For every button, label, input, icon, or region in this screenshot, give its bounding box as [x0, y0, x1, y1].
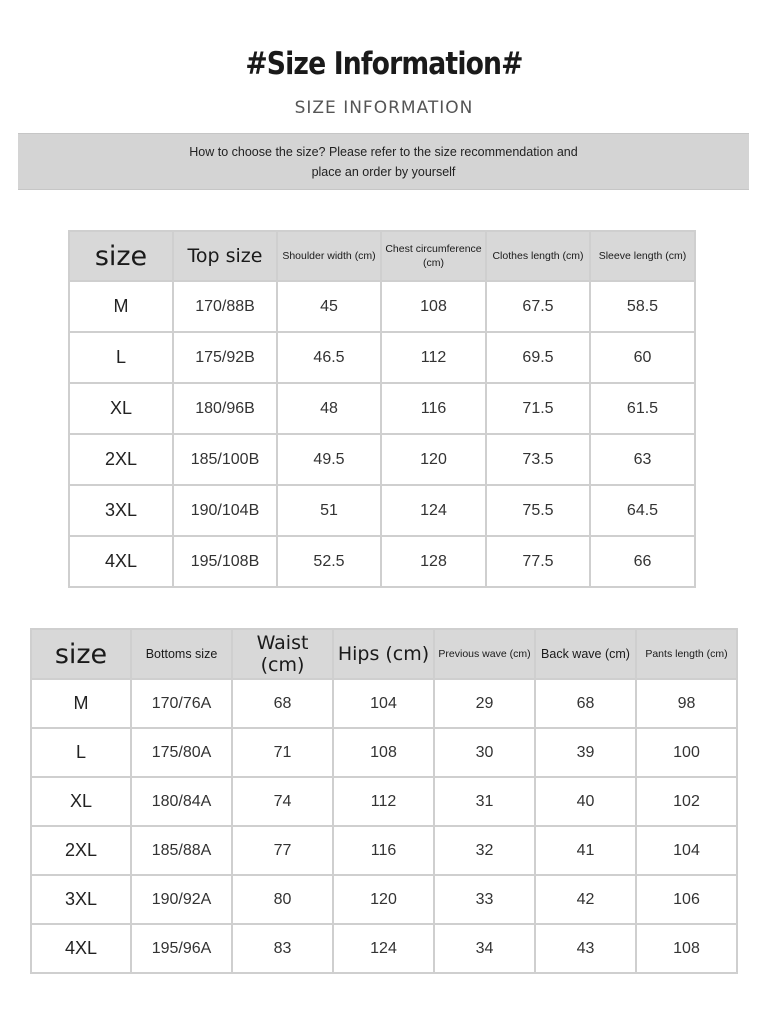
- table-cell: 41: [535, 826, 636, 875]
- size-label-cell: 3XL: [31, 875, 131, 924]
- page-subtitle: SIZE INFORMATION: [294, 98, 474, 118]
- size-label-cell: 4XL: [31, 924, 131, 973]
- table-cell: 52.5: [277, 536, 381, 587]
- table-row: [31, 728, 737, 777]
- table-cell: 68: [232, 679, 333, 728]
- table-header-row: [31, 629, 737, 679]
- size-label-cell: M: [31, 679, 131, 728]
- column-header: Previous wave (cm): [434, 629, 535, 679]
- table-cell: 34: [434, 924, 535, 973]
- table-cell: 98: [636, 679, 737, 728]
- table-cell: 185/100B: [173, 434, 277, 485]
- table-cell: 51: [277, 485, 381, 536]
- column-header: size: [31, 629, 131, 679]
- size-label-cell: 2XL: [31, 826, 131, 875]
- table-row: [31, 875, 737, 924]
- table-cell: 106: [636, 875, 737, 924]
- table-cell: 108: [636, 924, 737, 973]
- table-cell: 77.5: [486, 536, 590, 587]
- table-cell: 108: [381, 281, 486, 332]
- column-header: Bottoms size: [131, 629, 232, 679]
- size-label-cell: 2XL: [69, 434, 173, 485]
- table-cell: 48: [277, 383, 381, 434]
- table-cell: 180/96B: [173, 383, 277, 434]
- size-label-cell: 4XL: [69, 536, 173, 587]
- table-cell: 124: [333, 924, 434, 973]
- table-row: [69, 281, 695, 332]
- table-row: [31, 777, 737, 826]
- table-cell: 128: [381, 536, 486, 587]
- table-cell: 195/96A: [131, 924, 232, 973]
- table-row: [69, 332, 695, 383]
- size-label-cell: M: [69, 281, 173, 332]
- table-row: [69, 536, 695, 587]
- table-cell: 73.5: [486, 434, 590, 485]
- table-cell: 67.5: [486, 281, 590, 332]
- table-cell: 77: [232, 826, 333, 875]
- bottom-table-body: [31, 679, 737, 973]
- table-cell: 190/104B: [173, 485, 277, 536]
- table-cell: 43: [535, 924, 636, 973]
- table-cell: 170/76A: [131, 679, 232, 728]
- table-cell: 30: [434, 728, 535, 777]
- table-cell: 180/84A: [131, 777, 232, 826]
- table-cell: 69.5: [486, 332, 590, 383]
- table-cell: 120: [333, 875, 434, 924]
- size-advice-text: [174, 142, 594, 182]
- column-header: Top size: [173, 231, 277, 281]
- column-header: Clothes length (cm): [486, 231, 590, 281]
- table-row: [69, 383, 695, 434]
- table-cell: 104: [333, 679, 434, 728]
- table-cell: 116: [381, 383, 486, 434]
- size-advice-line-1: How to choose the size? Please refer to the size recommendation and: [189, 144, 578, 159]
- column-header: Chest circumference (cm): [381, 231, 486, 281]
- column-header: size: [69, 231, 173, 281]
- table-cell: 112: [333, 777, 434, 826]
- table-cell: 63: [590, 434, 695, 485]
- table-cell: 112: [381, 332, 486, 383]
- table-cell: 33: [434, 875, 535, 924]
- column-header: Pants length (cm): [636, 629, 737, 679]
- table-cell: 104: [636, 826, 737, 875]
- table-row: [31, 826, 737, 875]
- table-cell: 190/92A: [131, 875, 232, 924]
- column-header: Shoulder width (cm): [277, 231, 381, 281]
- table-cell: 29: [434, 679, 535, 728]
- table-cell: 175/92B: [173, 332, 277, 383]
- table-cell: 64.5: [590, 485, 695, 536]
- table-cell: 108: [333, 728, 434, 777]
- table-cell: 195/108B: [173, 536, 277, 587]
- size-label-cell: XL: [31, 777, 131, 826]
- table-cell: 32: [434, 826, 535, 875]
- table-cell: 170/88B: [173, 281, 277, 332]
- table-cell: 71.5: [486, 383, 590, 434]
- table-cell: 66: [590, 536, 695, 587]
- column-header: Sleeve length (cm): [590, 231, 695, 281]
- size-advice-banner: [18, 133, 749, 190]
- table-cell: 75.5: [486, 485, 590, 536]
- table-cell: 68: [535, 679, 636, 728]
- size-label-cell: XL: [69, 383, 173, 434]
- table-cell: 185/88A: [131, 826, 232, 875]
- table-row: [31, 924, 737, 973]
- table-row: [69, 434, 695, 485]
- top-table-body: [69, 281, 695, 587]
- table-cell: 74: [232, 777, 333, 826]
- column-header: Waist (cm): [232, 629, 333, 679]
- table-cell: 116: [333, 826, 434, 875]
- size-advice-line-2: place an order by yourself: [311, 164, 456, 179]
- table-cell: 175/80A: [131, 728, 232, 777]
- table-cell: 31: [434, 777, 535, 826]
- table-cell: 49.5: [277, 434, 381, 485]
- table-cell: 58.5: [590, 281, 695, 332]
- size-label-cell: L: [31, 728, 131, 777]
- column-header: Back wave (cm): [535, 629, 636, 679]
- table-cell: 124: [381, 485, 486, 536]
- column-header: Hips (cm): [333, 629, 434, 679]
- page-title: #Size Information#: [245, 46, 523, 82]
- bottom-size-table: [30, 628, 738, 974]
- table-cell: 40: [535, 777, 636, 826]
- table-row: [31, 679, 737, 728]
- table-cell: 46.5: [277, 332, 381, 383]
- table-cell: 60: [590, 332, 695, 383]
- size-label-cell: L: [69, 332, 173, 383]
- table-cell: 71: [232, 728, 333, 777]
- table-cell: 83: [232, 924, 333, 973]
- table-cell: 80: [232, 875, 333, 924]
- table-cell: 102: [636, 777, 737, 826]
- table-row: [69, 485, 695, 536]
- size-label-cell: 3XL: [69, 485, 173, 536]
- table-cell: 61.5: [590, 383, 695, 434]
- table-cell: 39: [535, 728, 636, 777]
- table-cell: 120: [381, 434, 486, 485]
- table-cell: 100: [636, 728, 737, 777]
- table-cell: 42: [535, 875, 636, 924]
- table-cell: 45: [277, 281, 381, 332]
- table-header-row: [69, 231, 695, 281]
- top-size-table: [68, 230, 696, 588]
